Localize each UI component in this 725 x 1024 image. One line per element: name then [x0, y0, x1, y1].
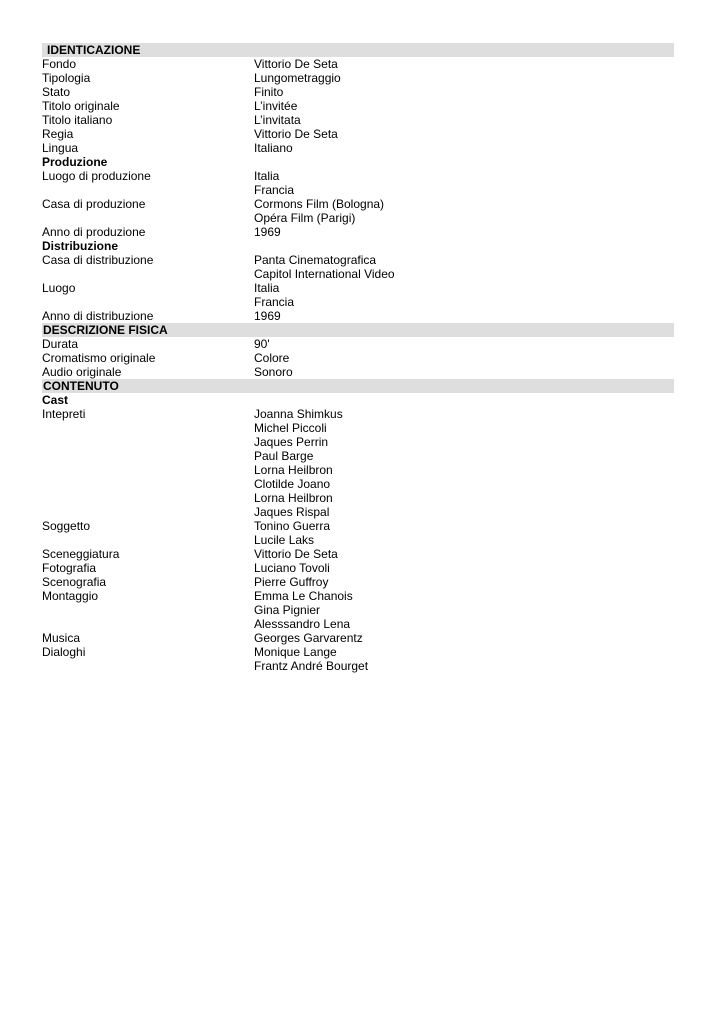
- field-stato: [42, 85, 674, 99]
- field-label: Musica: [42, 631, 81, 645]
- subheading-label: Produzione: [42, 155, 108, 169]
- field-intepreti-continued: [42, 505, 674, 519]
- field-intepreti-continued: [42, 491, 674, 505]
- field-intepreti-continued: [42, 477, 674, 491]
- field-value: Lorna Heilbron: [254, 491, 333, 505]
- field-label: Fotografia: [42, 561, 97, 575]
- field-label: Sceneggiatura: [42, 547, 120, 561]
- field-value: 90': [254, 337, 270, 351]
- field-label: Casa di distribuzione: [42, 253, 154, 267]
- field-value: Francia: [254, 295, 295, 309]
- subheading-distribuzione: [42, 239, 674, 253]
- field-label: Casa di produzione: [42, 197, 146, 211]
- section-title: IDENTICAZIONE: [47, 43, 141, 57]
- field-label: Intepreti: [42, 407, 86, 421]
- field-value: Opéra Film (Parigi): [254, 211, 356, 225]
- field-label: Fondo: [42, 57, 77, 71]
- field-intepreti: [42, 407, 674, 421]
- field-value: Monique Lange: [254, 645, 337, 659]
- field-intepreti-continued: [42, 449, 674, 463]
- field-label: Regia: [42, 127, 74, 141]
- field-luogo-di-produzione-continued: [42, 183, 674, 197]
- field-label: Stato: [42, 85, 71, 99]
- subheading-cast: [42, 393, 674, 407]
- field-value: L’invitée: [254, 99, 298, 113]
- field-dialoghi-continued: [42, 659, 674, 673]
- field-anno-di-produzione: [42, 225, 674, 239]
- field-value: Paul Barge: [254, 449, 314, 463]
- field-label: Luogo: [42, 281, 76, 295]
- field-value: Luciano Tovoli: [254, 561, 330, 575]
- field-label: Lingua: [42, 141, 79, 155]
- field-value: Vittorio De Seta: [254, 547, 338, 561]
- field-value: Colore: [254, 351, 290, 365]
- field-label: Titolo originale: [42, 99, 120, 113]
- field-label: Audio originale: [42, 365, 122, 379]
- field-intepreti-continued: [42, 435, 674, 449]
- field-scenografia: [42, 575, 674, 589]
- field-montaggio-continued: [42, 603, 674, 617]
- field-value: Panta Cinematografica: [254, 253, 377, 267]
- subheading-label: Distribuzione: [42, 239, 119, 253]
- field-value: Cormons Film (Bologna): [254, 197, 385, 211]
- section-header-descrizione-fisica: [42, 323, 674, 337]
- field-label: Titolo italiano: [42, 113, 113, 127]
- field-regia: [42, 127, 674, 141]
- field-value: Italia: [254, 169, 280, 183]
- field-fondo: [42, 57, 674, 71]
- field-cromatismo-originale: [42, 351, 674, 365]
- film-record-sheet: [42, 43, 674, 673]
- field-label: Soggetto: [42, 519, 91, 533]
- field-label: Dialoghi: [42, 645, 86, 659]
- field-casa-di-distribuzione-continued: [42, 267, 674, 281]
- field-value: Vittorio De Seta: [254, 127, 338, 141]
- field-value: L’invitata: [254, 113, 301, 127]
- field-value: 1969: [254, 225, 281, 239]
- field-luogo-di-produzione: [42, 169, 674, 183]
- field-value: Clotilde Joano: [254, 477, 331, 491]
- field-durata: [42, 337, 674, 351]
- field-anno-di-distribuzione: [42, 309, 674, 323]
- field-value: Francia: [254, 183, 295, 197]
- section-header-contenuto: [42, 379, 674, 393]
- field-montaggio-continued: [42, 617, 674, 631]
- field-value: Italiano: [254, 141, 293, 155]
- field-intepreti-continued: [42, 463, 674, 477]
- subheading-label: Cast: [42, 393, 69, 407]
- field-value: Gina Pignier: [254, 603, 321, 617]
- field-value: Italia: [254, 281, 280, 295]
- field-luogo: [42, 281, 674, 295]
- field-value: Lungometraggio: [254, 71, 341, 85]
- field-casa-di-produzione: [42, 197, 674, 211]
- field-value: Jaques Perrin: [254, 435, 329, 449]
- field-label: Anno di distribuzione: [42, 309, 154, 323]
- field-casa-di-produzione-continued: [42, 211, 674, 225]
- field-value: Lorna Heilbron: [254, 463, 333, 477]
- field-lingua: [42, 141, 674, 155]
- field-montaggio: [42, 589, 674, 603]
- field-value: Tonino Guerra: [254, 519, 331, 533]
- field-casa-di-distribuzione: [42, 253, 674, 267]
- field-label: Scenografia: [42, 575, 107, 589]
- field-musica: [42, 631, 674, 645]
- field-label: Tipologia: [42, 71, 91, 85]
- field-fotografia: [42, 561, 674, 575]
- field-value: Sonoro: [254, 365, 293, 379]
- field-intepreti-continued: [42, 421, 674, 435]
- field-value: Georges Garvarentz: [254, 631, 363, 645]
- subheading-produzione: [42, 155, 674, 169]
- field-value: Capitol International Video: [254, 267, 395, 281]
- field-value: Finito: [254, 85, 284, 99]
- section-title: CONTENUTO: [43, 379, 119, 393]
- field-value: Michel Piccoli: [254, 421, 327, 435]
- field-label: Anno di produzione: [42, 225, 146, 239]
- field-value: Jaques Rispal: [254, 505, 330, 519]
- field-value: Frantz André Bourget: [254, 659, 369, 673]
- field-dialoghi: [42, 645, 674, 659]
- field-label: Cromatismo originale: [42, 351, 156, 365]
- field-label: Montaggio: [42, 589, 99, 603]
- field-luogo-continued: [42, 295, 674, 309]
- field-audio-originale: [42, 365, 674, 379]
- field-label: Durata: [42, 337, 79, 351]
- field-value: Joanna Shimkus: [254, 407, 343, 421]
- field-titolo-italiano: [42, 113, 674, 127]
- field-value: Vittorio De Seta: [254, 57, 338, 71]
- field-value: 1969: [254, 309, 281, 323]
- field-value: Emma Le Chanois: [254, 589, 353, 603]
- field-tipologia: [42, 71, 674, 85]
- field-soggetto-continued: [42, 533, 674, 547]
- field-sceneggiatura: [42, 547, 674, 561]
- field-titolo-originale: [42, 99, 674, 113]
- field-value: Lucile Laks: [254, 533, 315, 547]
- field-value: Pierre Guffroy: [254, 575, 329, 589]
- field-value: Alesssandro Lena: [254, 617, 351, 631]
- field-soggetto: [42, 519, 674, 533]
- field-label: Luogo di produzione: [42, 169, 151, 183]
- section-header-identicazione: [42, 43, 674, 57]
- section-title: DESCRIZIONE FISICA: [43, 323, 168, 337]
